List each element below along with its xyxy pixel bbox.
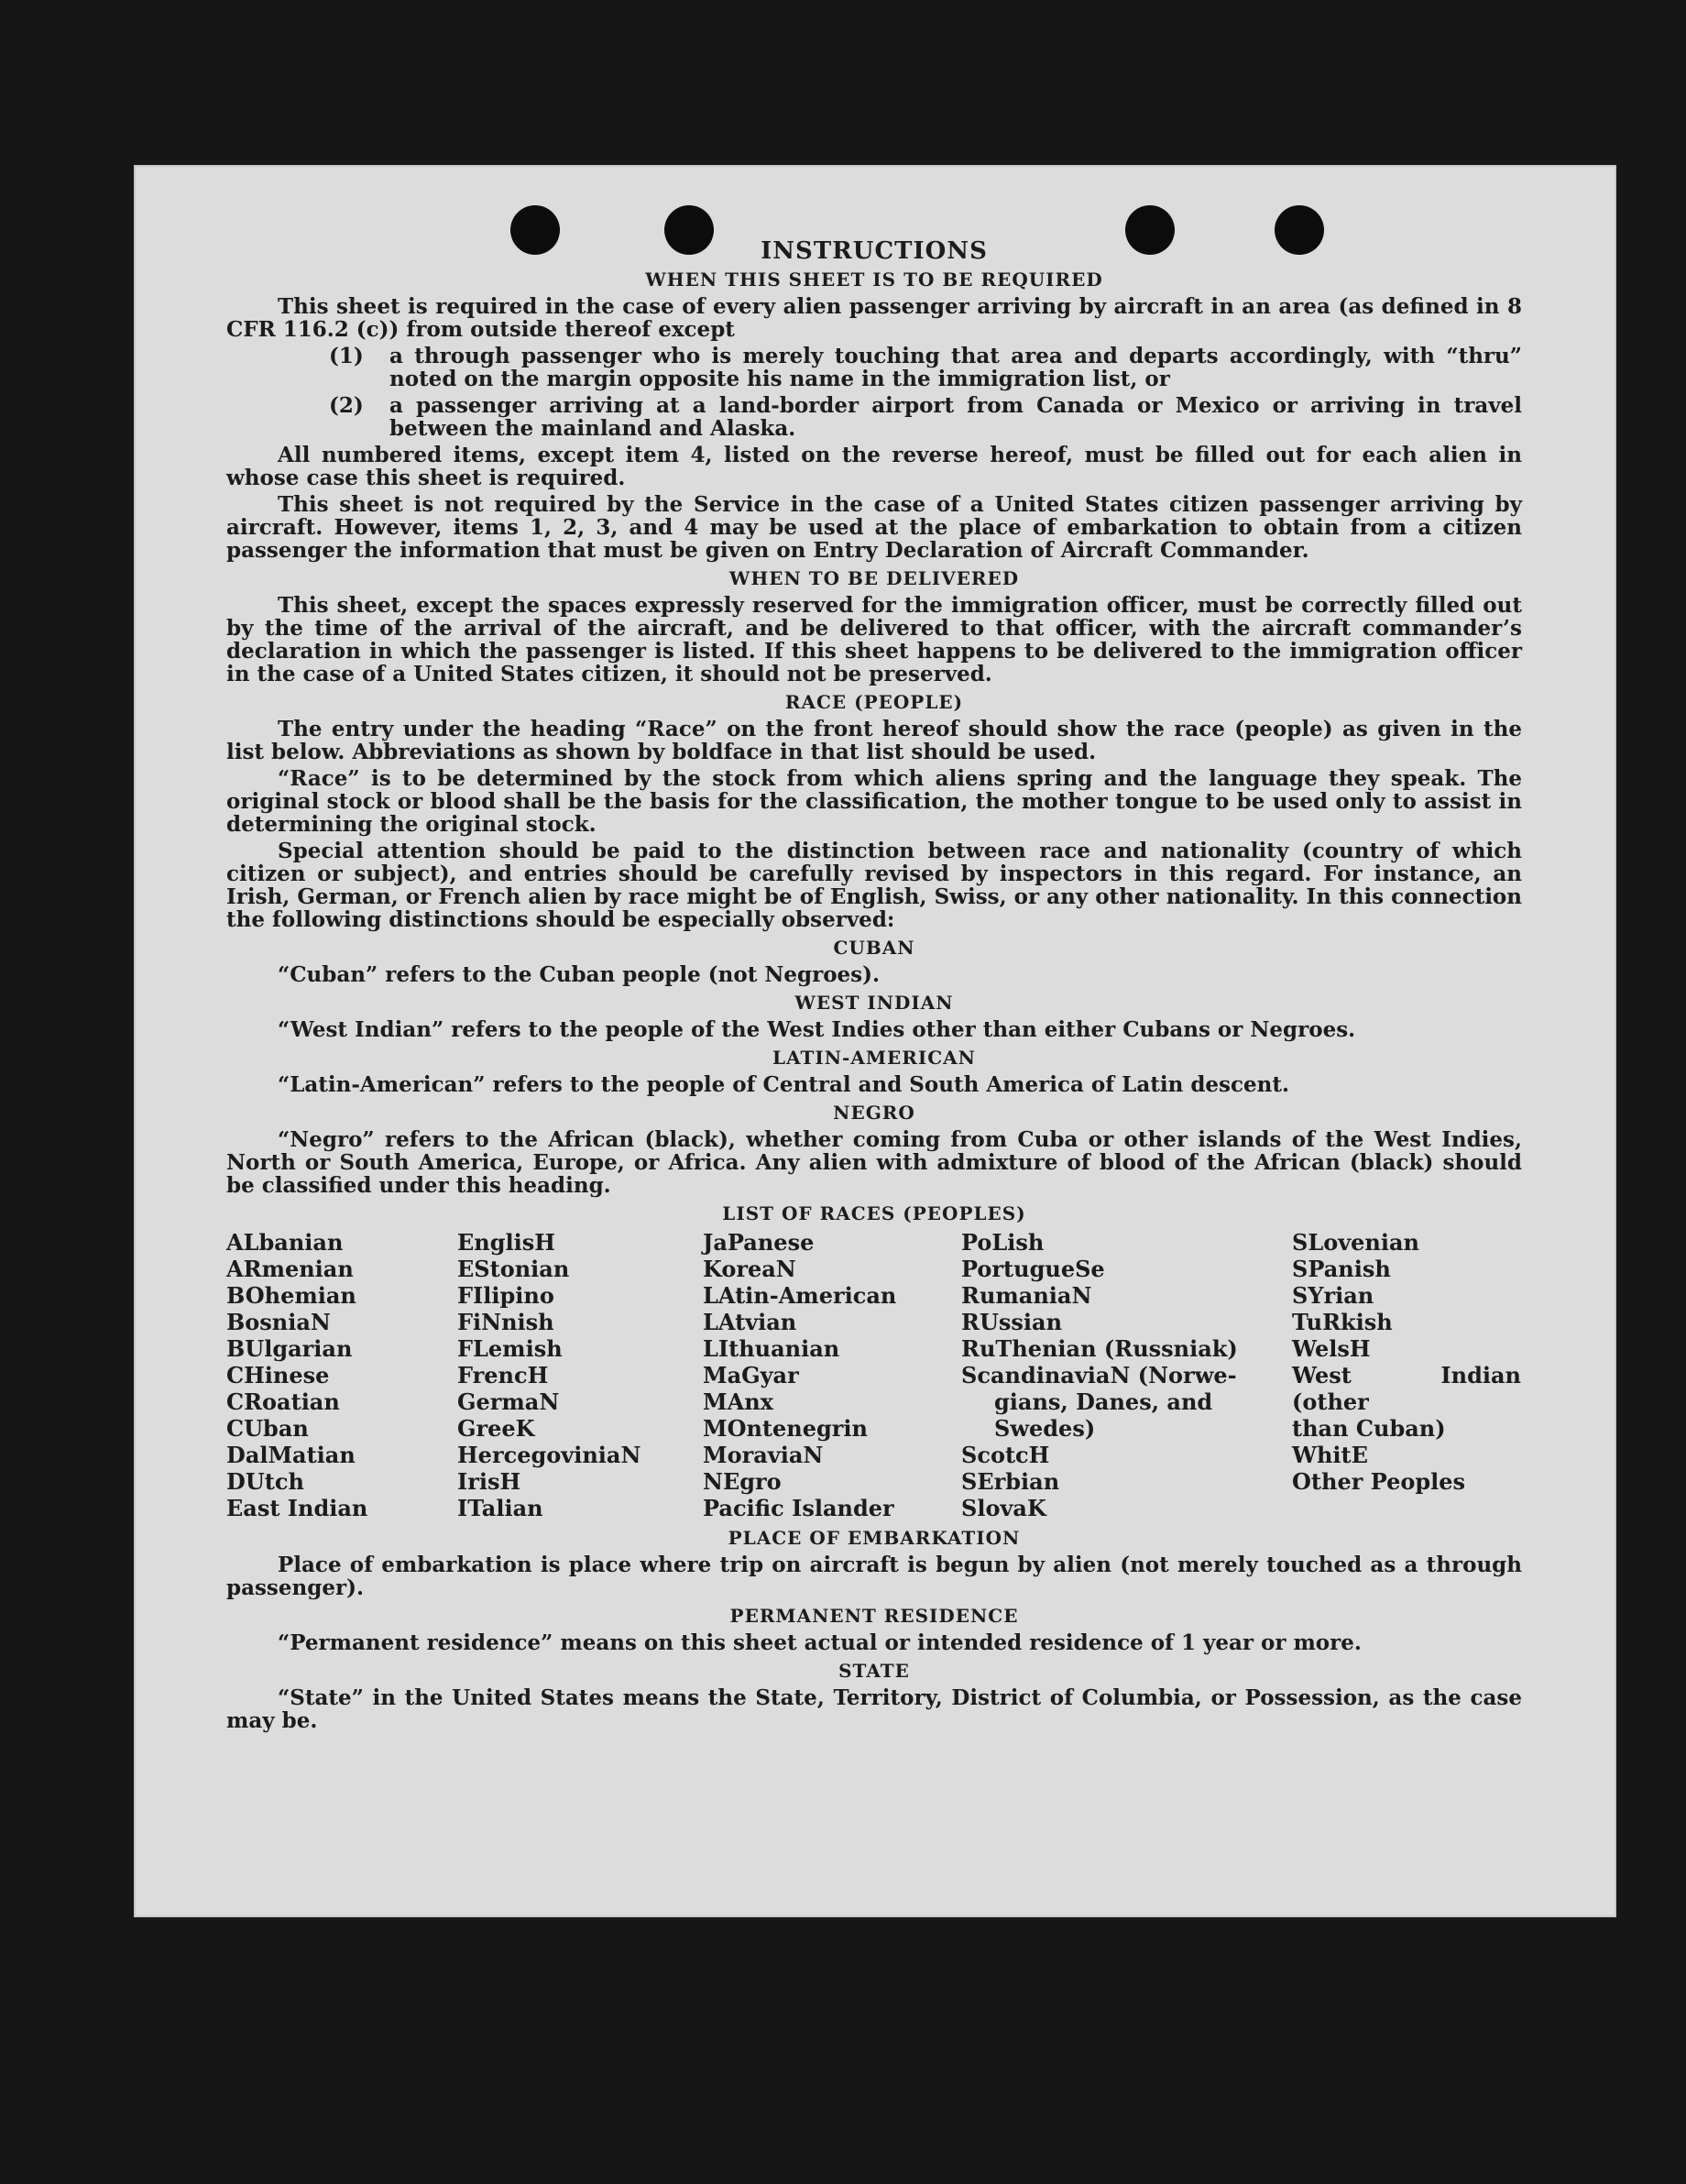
- race-entry: CUban: [226, 1415, 309, 1442]
- race-entry: MaGyar: [703, 1362, 799, 1388]
- race-entry-continued: than Cuban): [1292, 1415, 1446, 1442]
- paragraph-required-intro: This sheet is required in the case of every alien passenger arriving by aircraft in an area (as defined in 8 CFR 116.2 (c)) from outside thereof except: [226, 294, 1522, 342]
- section-heading-latin-american: LATIN-AMERICAN: [772, 1047, 976, 1069]
- race-entry: CHinese: [226, 1362, 330, 1388]
- paragraph-negro: “Negro” refers to the African (black), whether coming from Cuba or other islands of the West Indies, North or South America, Europe, or Africa. Any alien with admixture of blood of the African (black) should be classified under this heading.: [226, 1127, 1522, 1198]
- race-entry: DalMatian: [226, 1442, 356, 1468]
- race-entry: TuRkish: [1292, 1309, 1393, 1335]
- race-entry: SYrian: [1292, 1282, 1374, 1309]
- race-entry: SErbian: [961, 1468, 1060, 1495]
- paragraph-state: “State” in the United States means the State, Territory, District of Columbia, or Possession, as the case may be.: [226, 1685, 1522, 1733]
- races-column-3: [703, 1229, 961, 1521]
- race-entry: MOntenegrin: [703, 1415, 868, 1442]
- race-entry: CRoatian: [226, 1388, 340, 1415]
- race-entry: FrencH: [457, 1362, 549, 1388]
- race-entry: PoLish: [961, 1229, 1045, 1256]
- section-heading-races-list: LIST OF RACES (PEOPLES): [722, 1202, 1026, 1224]
- section-heading-race: RACE (PEOPLE): [784, 691, 964, 713]
- paragraph-residence: “Permanent residence” means on this sheet actual or intended residence of 1 year or more.: [278, 1630, 1362, 1655]
- race-entry: Other Peoples: [1292, 1468, 1466, 1495]
- race-entry: FIlipino: [457, 1282, 554, 1309]
- section-heading-when-delivered: WHEN TO BE DELIVERED: [728, 567, 1020, 589]
- race-entry-continued: gians, Danes, and: [994, 1388, 1213, 1415]
- race-entry: KoreaN: [703, 1256, 796, 1282]
- paragraph-embarkation: Place of embarkation is place where trip on aircraft is begun by alien (not merely touched as a through passenger).: [226, 1553, 1522, 1600]
- section-heading-west-indian: WEST INDIAN: [794, 992, 954, 1014]
- paragraph-latin-american: “Latin-American” refers to the people of Central and South America of Latin descent.: [278, 1072, 1289, 1097]
- race-entry: East Indian: [226, 1495, 368, 1521]
- paragraph-west-indian: “West Indian” refers to the people of the West Indies other than either Cubans or Negroes.: [278, 1017, 1356, 1042]
- race-entry: DUtch: [226, 1468, 304, 1495]
- race-entry: BOhemian: [226, 1282, 356, 1309]
- race-entry: LAtin-American: [703, 1282, 897, 1309]
- race-entry: ScotcH: [961, 1442, 1050, 1468]
- item-text: a passenger arriving at a land-border airport from Canada or Mexico or arriving in travel between the mainland and Alaska.: [389, 393, 1522, 441]
- paragraph-delivered: This sheet, except the spaces expressly reserved for the immigration officer, must be correctly filled out by the time of the arrival of the aircraft, and be delivered to that officer, with the aircraft commander’s declaration in which the passenger is listed. If this sheet happens to be delivered to the immigration officer in the case of a United States citizen, it should not be preserved.: [226, 593, 1522, 686]
- race-entry: West Indian (other: [1292, 1362, 1521, 1415]
- race-entry: JaPanese: [703, 1229, 815, 1256]
- race-entry: RumaniaN: [961, 1282, 1092, 1309]
- section-heading-negro: NEGRO: [833, 1102, 915, 1124]
- race-entry: SlovaK: [961, 1495, 1046, 1521]
- races-column-2: [457, 1229, 703, 1521]
- race-entry: EStonian: [457, 1256, 570, 1282]
- race-entry: BosniaN: [226, 1309, 331, 1335]
- race-entry: WelsH: [1292, 1335, 1371, 1362]
- document-page: [134, 165, 1616, 1917]
- exception-item-1: [226, 345, 1522, 390]
- race-entry: HercegoviniaN: [457, 1442, 641, 1468]
- instructions-body: [226, 229, 1522, 1736]
- section-heading-state: STATE: [838, 1660, 910, 1682]
- race-entry: BUlgarian: [226, 1335, 353, 1362]
- item-text: a through passenger who is merely touching that area and departs accordingly, with “thru” noted on the margin opposite his name in the immigration list, or: [389, 344, 1522, 391]
- race-entry: IrisH: [457, 1468, 521, 1495]
- section-heading-residence: PERMANENT RESIDENCE: [729, 1605, 1019, 1627]
- section-heading-when-required: WHEN THIS SHEET IS TO BE REQUIRED: [645, 269, 1103, 291]
- race-entry: MAnx: [703, 1388, 773, 1415]
- paragraph-citizen: This sheet is not required by the Service in the case of a United States citizen passenger arriving by aircraft. However, items 1, 2, 3, and 4 may be used at the place of embarkation to obtain from a citizen passenger the information that must be given on Entry Declaration of Aircraft Commander.: [226, 492, 1522, 563]
- race-entry: NEgro: [703, 1468, 782, 1495]
- race-entry: Pacific Islander: [703, 1495, 894, 1521]
- race-entry: SLovenian: [1292, 1229, 1419, 1256]
- section-heading-cuban: CUBAN: [833, 937, 915, 959]
- race-entry: MoraviaN: [703, 1442, 824, 1468]
- race-entry: RuThenian (Russniak): [961, 1335, 1238, 1362]
- item-number: (2): [329, 393, 364, 418]
- paragraph-cuban: “Cuban” refers to the Cuban people (not Negroes).: [278, 962, 881, 987]
- exception-item-2: [226, 394, 1522, 440]
- race-entry: GermaN: [457, 1388, 560, 1415]
- race-entry: GreeK: [457, 1415, 535, 1442]
- section-heading-embarkation: PLACE OF EMBARKATION: [728, 1527, 1021, 1549]
- paragraph-race-1: The entry under the heading “Race” on the front hereof should show the race (people) as given in the list below. Abbreviations as shown by boldface in that list should be used.: [226, 717, 1522, 764]
- paragraph-race-2: “Race” is to be determined by the stock from which aliens spring and the language they speak. The original stock or blood shall be the basis for the classification, the mother tongue to be used only to assist in determining the original stock.: [226, 766, 1522, 837]
- races-list: [226, 1229, 1522, 1521]
- paragraph-numbered-items: All numbered items, except item 4, listed on the reverse hereof, must be filled out for each alien in whose case this sheet is required.: [226, 443, 1522, 490]
- race-entry: FiNnish: [457, 1309, 554, 1335]
- race-entry-continued: Swedes): [994, 1415, 1096, 1442]
- race-entry: PortugueSe: [961, 1256, 1105, 1282]
- race-entry: ScandinaviaN (Norwe-: [961, 1362, 1237, 1388]
- item-number: (1): [329, 344, 364, 368]
- race-entry: EnglisH: [457, 1229, 555, 1256]
- race-entry: ARmenian: [226, 1256, 354, 1282]
- races-column-1: [226, 1229, 457, 1521]
- race-entry: SPanish: [1292, 1256, 1391, 1282]
- race-entry: WhitE: [1292, 1442, 1368, 1468]
- races-column-5: [1292, 1229, 1521, 1521]
- race-entry: LIthuanian: [703, 1335, 840, 1362]
- race-entry: RUssian: [961, 1309, 1063, 1335]
- race-entry: ALbanian: [226, 1229, 344, 1256]
- race-entry: ITalian: [457, 1495, 543, 1521]
- race-entry: LAtvian: [703, 1309, 797, 1335]
- race-entry: FLemish: [457, 1335, 563, 1362]
- races-column-4: [961, 1229, 1292, 1521]
- page-title: INSTRUCTIONS: [761, 237, 988, 265]
- paragraph-race-3: Special attention should be paid to the distinction between race and nationality (country of which citizen or subject), and entries should be carefully revised by inspectors in this regard. For instance, an Irish, German, or French alien by race might be of English, Swiss, or any other nationality. In this connection the following distinctions should be especially observed:: [226, 839, 1522, 932]
